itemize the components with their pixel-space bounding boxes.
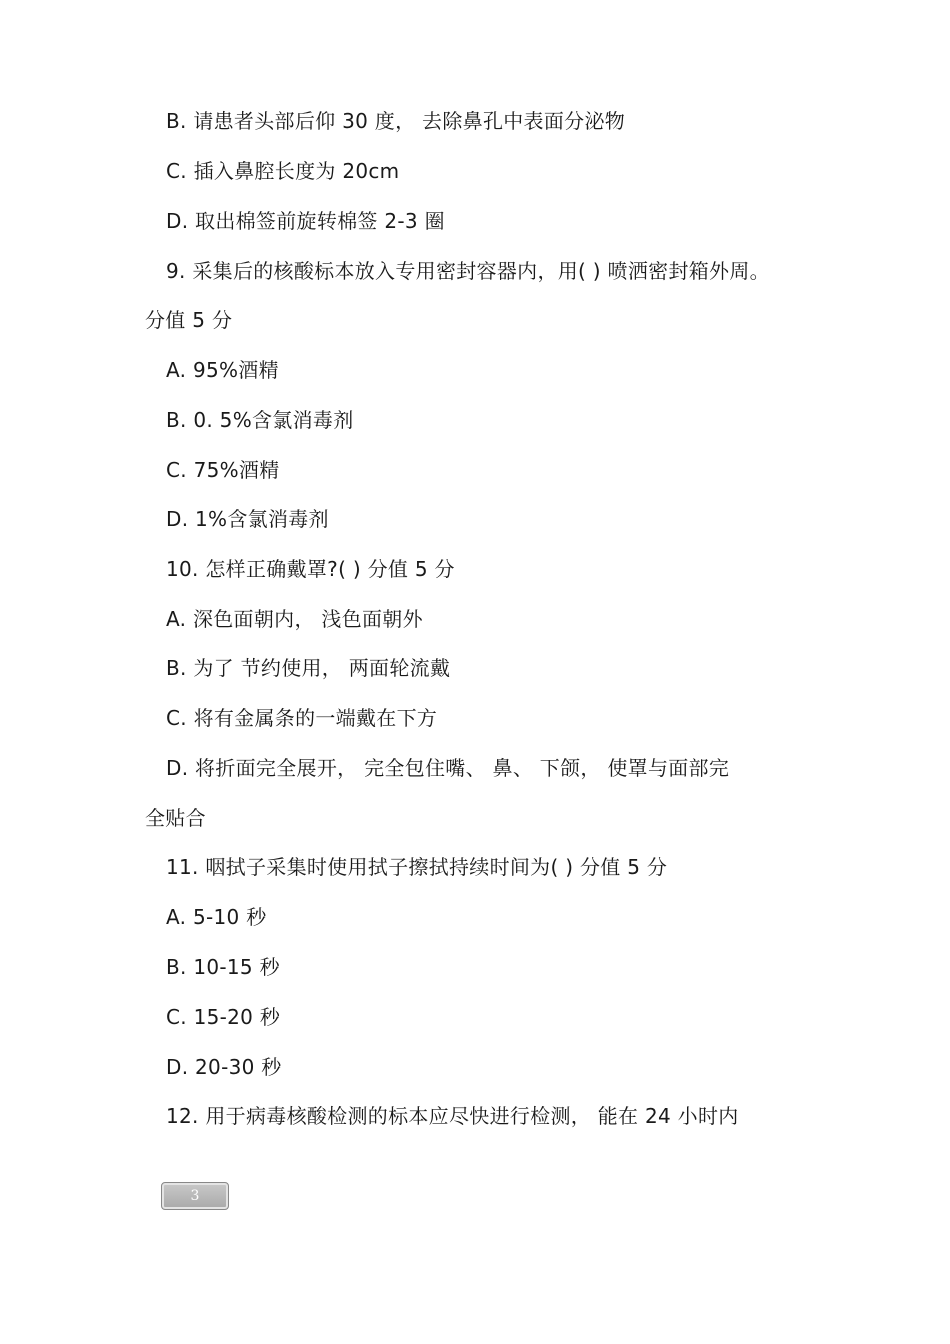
option-10c: C. 将有金属条的一端戴在下方 bbox=[166, 706, 438, 730]
option-10d: D. 将折面完全展开， 完全包住嘴、 鼻、 下颌， 使罩与面部完 bbox=[166, 756, 730, 780]
option-11d: D. 20-30 秒 bbox=[166, 1055, 282, 1079]
question-9: 9. 采集后的核酸标本放入专用密封容器内，用( ) 喷洒密封箱外周。 bbox=[166, 259, 770, 283]
option-9b: B. 0. 5%含氯消毒剂 bbox=[166, 408, 354, 432]
question-12: 12. 用于病毒核酸检测的标本应尽快进行检测， 能在 24 小时内 bbox=[166, 1104, 739, 1128]
question-10: 10. 怎样正确戴罩?( ) 分值 5 分 bbox=[166, 557, 455, 581]
option-10d-cont: 全贴合 bbox=[145, 806, 206, 830]
question-9-cont: 分值 5 分 bbox=[145, 308, 233, 332]
option-11b: B. 10-15 秒 bbox=[166, 955, 280, 979]
page-number: 3 bbox=[161, 1182, 229, 1210]
option-9d: D. 1%含氯消毒剂 bbox=[166, 507, 329, 531]
option-8c: C. 插入鼻腔长度为 20cm bbox=[166, 159, 400, 183]
option-9c: C. 75%酒精 bbox=[166, 458, 280, 482]
option-10a: A. 深色面朝内， 浅色面朝外 bbox=[166, 607, 423, 631]
option-8b: B. 请患者头部后仰 30 度， 去除鼻孔中表面分泌物 bbox=[166, 109, 626, 133]
option-9a: A. 95%酒精 bbox=[166, 358, 279, 382]
option-10b: B. 为了 节约使用， 两面轮流戴 bbox=[166, 656, 451, 680]
option-11c: C. 15-20 秒 bbox=[166, 1005, 281, 1029]
question-11: 11. 咽拭子采集时使用拭子擦拭持续时间为( ) 分值 5 分 bbox=[166, 855, 668, 879]
option-8d: D. 取出棉签前旋转棉签 2-3 圈 bbox=[166, 209, 445, 233]
option-11a: A. 5-10 秒 bbox=[166, 905, 267, 929]
